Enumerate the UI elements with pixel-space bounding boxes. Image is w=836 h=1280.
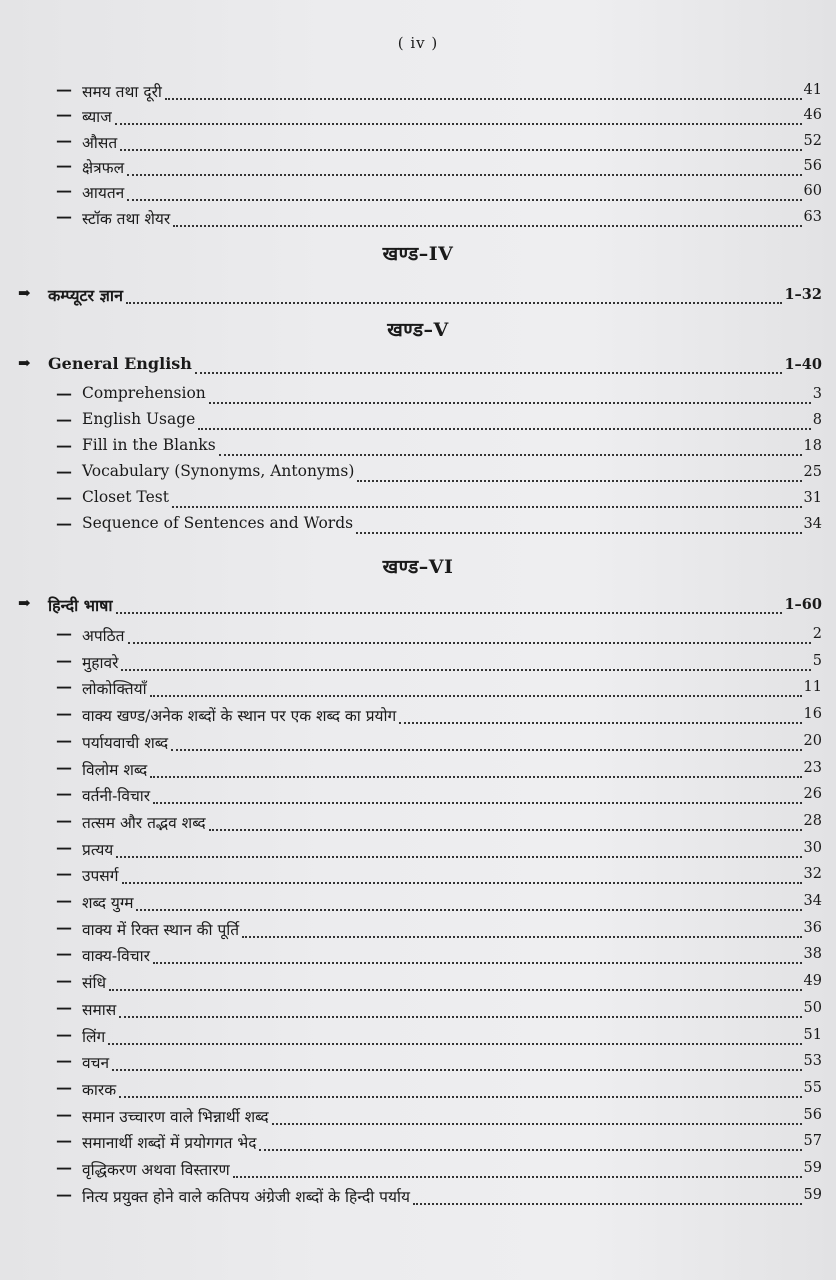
arrow-icon: ➡ <box>18 594 31 612</box>
toc-entry-page: 63 <box>803 208 822 225</box>
toc-entry-title: क्षेत्रफल <box>82 158 125 177</box>
dot-leader <box>242 918 802 938</box>
section-heading-6: खण्ड–VI <box>382 556 454 578</box>
dot-leader <box>172 488 802 508</box>
toc-entry-title: समय तथा दूरी <box>82 83 162 101</box>
dot-leader <box>233 1158 802 1178</box>
toc-entry-title: औसत <box>82 133 118 152</box>
dash-marker: — <box>56 1024 72 1044</box>
dot-leader <box>272 1105 802 1125</box>
dash-marker: — <box>56 997 72 1017</box>
dash-marker: — <box>56 80 72 99</box>
toc-entry[interactable] <box>0 758 836 784</box>
dot-leader <box>119 1078 802 1098</box>
toc-entry-title: ब्याज <box>82 108 112 127</box>
dash-marker: — <box>56 488 72 507</box>
toc-entry[interactable] <box>0 1185 836 1211</box>
toc-entry-title: Fill in the Blanks <box>82 436 216 454</box>
dot-leader <box>136 891 802 911</box>
toc-entry[interactable] <box>0 1131 836 1157</box>
dash-marker: — <box>56 206 72 226</box>
dot-leader <box>115 105 802 125</box>
dot-leader <box>109 971 802 991</box>
toc-main-title: हिन्दी भाषा <box>48 596 113 615</box>
dot-leader <box>153 784 802 804</box>
toc-entry-page: 52 <box>803 132 822 149</box>
toc-entry-page: 51 <box>803 1026 822 1043</box>
dot-leader <box>121 651 811 671</box>
dash-marker: — <box>56 410 72 429</box>
toc-entry-page: 38 <box>803 946 822 963</box>
toc-entry-page: 25 <box>803 464 822 480</box>
toc-entry-title: मुहावरे <box>82 653 119 672</box>
toc-entry-title: तत्सम और तद्भव शब्द <box>82 813 206 832</box>
dot-leader <box>171 731 802 751</box>
dash-marker: — <box>56 650 72 670</box>
toc-main-entry-hindi[interactable] <box>0 594 836 620</box>
toc-entry-title: नित्य प्रयुक्त होने वाले कतिपय अंग्रेजी शब्दों के हिन्दी पर्याय <box>82 1187 410 1206</box>
toc-entry[interactable] <box>0 651 836 677</box>
dash-marker: — <box>56 514 72 533</box>
dot-leader <box>119 998 802 1018</box>
toc-entry[interactable] <box>0 704 836 730</box>
toc-entry[interactable] <box>0 80 836 106</box>
toc-entry-title: समानार्थी शब्दों में प्रयोगगत भेद <box>82 1134 257 1153</box>
toc-entry-title: अपठित <box>82 627 125 645</box>
toc-entry[interactable] <box>0 181 836 207</box>
toc-entry-page: 26 <box>803 786 822 803</box>
dot-leader <box>128 624 811 644</box>
dash-marker: — <box>56 624 72 643</box>
dash-marker: — <box>56 971 72 991</box>
dash-marker: — <box>56 1184 72 1204</box>
toc-entry[interactable] <box>0 784 836 810</box>
toc-entry[interactable] <box>0 971 836 997</box>
toc-entry-page: 16 <box>803 706 822 723</box>
toc-entry[interactable] <box>0 156 836 182</box>
dash-marker: — <box>56 944 72 964</box>
page-number: ( iv ) <box>397 34 439 52</box>
toc-entry[interactable] <box>0 207 836 233</box>
dash-marker: — <box>56 810 72 830</box>
toc-entry-title: समान उच्चारण वाले भिन्नार्थी शब्द <box>82 1107 269 1126</box>
toc-entry[interactable] <box>0 462 836 488</box>
toc-entry[interactable] <box>0 488 836 514</box>
toc-entry-page: 36 <box>803 919 822 936</box>
toc-entry-page: 56 <box>803 1106 822 1123</box>
toc-entry-page: 50 <box>803 999 822 1016</box>
dash-marker: — <box>56 1158 72 1177</box>
toc-entry[interactable] <box>0 1025 836 1051</box>
dot-leader <box>108 1025 802 1045</box>
dot-leader <box>116 594 782 614</box>
toc-entry-title: Comprehension <box>82 384 206 402</box>
dot-leader <box>127 156 802 176</box>
dash-marker: — <box>56 1104 72 1124</box>
toc-entry-page: 56 <box>803 157 822 174</box>
dash-marker: — <box>56 837 72 857</box>
arrow-icon: ➡ <box>18 354 31 372</box>
toc-entry-page: 34 <box>803 516 822 532</box>
section-heading-4: खण्ड–IV <box>382 243 454 265</box>
toc-main-title: कम्प्यूटर ज्ञान <box>48 286 123 305</box>
dash-marker: — <box>56 436 72 455</box>
dot-leader <box>259 1131 802 1151</box>
dash-marker: — <box>56 1131 72 1151</box>
dash-marker: — <box>56 704 72 724</box>
toc-entry-page: 11 <box>803 679 822 696</box>
toc-entry[interactable] <box>0 677 836 703</box>
toc-entry-page: 41 <box>803 82 822 98</box>
toc-entry-page: 2 <box>812 626 822 642</box>
toc-entry-title: समास <box>82 1000 117 1019</box>
dash-marker: — <box>56 105 72 125</box>
dot-leader <box>195 354 782 374</box>
toc-main-title: General English <box>48 354 192 373</box>
toc-entry[interactable] <box>0 838 836 864</box>
toc-entry-title: वाक्य खण्ड/अनेक शब्दों के स्थान पर एक शब्द का प्रयोग <box>82 707 397 726</box>
toc-entry[interactable] <box>0 1105 836 1131</box>
toc-entry-page: 32 <box>803 866 822 883</box>
dot-leader <box>356 514 802 534</box>
toc-entry-title: शब्द युग्म <box>82 894 134 912</box>
toc-entry-title: वर्तनी-विचार <box>82 787 151 806</box>
toc-entry[interactable] <box>0 514 836 540</box>
toc-main-page: 1–40 <box>784 356 822 373</box>
toc-entry[interactable] <box>0 864 836 890</box>
dot-leader <box>153 944 802 964</box>
dash-marker: — <box>56 1051 72 1071</box>
toc-entry-title: लिंग <box>82 1027 106 1046</box>
toc-entry[interactable] <box>0 436 836 462</box>
toc-entry-title: प्रत्यय <box>82 840 114 859</box>
toc-entry-page: 59 <box>803 1186 822 1203</box>
toc-entry-title: Vocabulary (Synonyms, Antonyms) <box>82 462 355 480</box>
toc-entry-page: 59 <box>803 1160 822 1176</box>
toc-entry-title: पर्यायवाची शब्द <box>82 733 169 752</box>
toc-entry[interactable] <box>0 811 836 837</box>
toc-entry-page: 20 <box>803 732 822 749</box>
dot-leader <box>126 284 782 304</box>
dot-leader <box>209 384 811 404</box>
dot-leader <box>209 811 802 831</box>
dash-marker: — <box>56 181 72 201</box>
toc-entry-page: 30 <box>803 839 822 856</box>
dot-leader <box>399 704 802 724</box>
toc-entry-title: संधि <box>82 974 107 993</box>
dot-leader <box>173 207 802 227</box>
toc-entry-title: वाक्य में रिक्त स्थान की पूर्ति <box>82 920 240 939</box>
toc-entry-title: कारक <box>82 1080 117 1099</box>
toc-main-entry-computer[interactable] <box>0 284 836 310</box>
toc-entry-page: 3 <box>812 386 822 402</box>
dash-marker: — <box>56 917 72 937</box>
dash-marker: — <box>56 677 72 697</box>
toc-entry-page: 34 <box>803 893 822 909</box>
toc-entry[interactable] <box>0 998 836 1024</box>
toc-entry[interactable] <box>0 410 836 436</box>
arrow-icon: ➡ <box>18 284 31 302</box>
toc-entry-page: 8 <box>812 412 822 428</box>
dot-leader <box>150 758 802 778</box>
toc-entry-title: विलोम शब्द <box>82 760 148 779</box>
toc-entry-title: लोकोक्तियाँ <box>82 680 147 699</box>
toc-entry[interactable] <box>0 731 836 757</box>
toc-entry-page: 18 <box>803 438 822 454</box>
toc-entry[interactable] <box>0 891 836 917</box>
toc-main-page: 1–32 <box>784 286 822 303</box>
dot-leader <box>165 80 802 100</box>
toc-entry[interactable] <box>0 1078 836 1104</box>
toc-entry-page: 57 <box>803 1133 822 1150</box>
dot-leader <box>413 1185 802 1205</box>
dot-leader <box>357 462 802 482</box>
dot-leader <box>150 677 802 697</box>
dot-leader <box>219 436 802 456</box>
toc-entry-title: स्टॉक तथा शेयर <box>82 209 171 228</box>
dot-leader <box>116 838 802 858</box>
toc-main-page: 1–60 <box>784 596 822 613</box>
dash-marker: — <box>56 130 72 150</box>
toc-entry-title: आयतन <box>82 184 125 203</box>
dash-marker: — <box>56 784 72 804</box>
dash-marker: — <box>56 155 72 175</box>
toc-entry[interactable] <box>0 1158 836 1184</box>
toc-entry[interactable] <box>0 384 836 410</box>
toc-entry-page: 28 <box>803 812 822 829</box>
dash-marker: — <box>56 462 72 481</box>
dot-leader <box>112 1051 802 1071</box>
dash-marker: — <box>56 1077 72 1097</box>
toc-entry-title: Closet Test <box>82 488 169 506</box>
toc-entry[interactable] <box>0 105 836 131</box>
toc-entry-page: 60 <box>803 183 822 200</box>
toc-entry[interactable] <box>0 624 836 650</box>
toc-entry[interactable] <box>0 918 836 944</box>
dash-marker: — <box>56 757 72 777</box>
dash-marker: — <box>56 730 72 750</box>
dot-leader <box>122 864 802 884</box>
toc-entry[interactable] <box>0 944 836 970</box>
toc-entry-page: 46 <box>803 107 822 124</box>
dash-marker: — <box>56 891 72 910</box>
dash-marker: — <box>56 384 72 403</box>
toc-main-entry-english[interactable] <box>0 354 836 380</box>
toc-entry-title: उपसर्ग <box>82 867 119 886</box>
toc-entry-title: वचन <box>82 1054 110 1073</box>
dot-leader <box>120 131 802 151</box>
dot-leader <box>127 181 802 201</box>
toc-entry-page: 5 <box>812 652 822 669</box>
toc-entry-page: 49 <box>803 973 822 990</box>
dash-marker: — <box>56 864 72 884</box>
dot-leader <box>198 410 811 430</box>
toc-entry-title: वाक्य-विचार <box>82 947 150 966</box>
section-heading-5: खण्ड–V <box>387 319 449 341</box>
toc-entry-page: 23 <box>803 759 822 776</box>
toc-entry[interactable] <box>0 131 836 157</box>
toc-entry-title: वृद्धिकरण अथवा विस्तारण <box>82 1161 230 1179</box>
toc-entry[interactable] <box>0 1051 836 1077</box>
toc-entry-page: 53 <box>803 1053 822 1070</box>
toc-entry-page: 55 <box>803 1079 822 1096</box>
toc-entry-title: English Usage <box>82 410 196 428</box>
toc-entry-title: Sequence of Sentences and Words <box>82 514 354 532</box>
toc-entry-page: 31 <box>803 490 822 506</box>
